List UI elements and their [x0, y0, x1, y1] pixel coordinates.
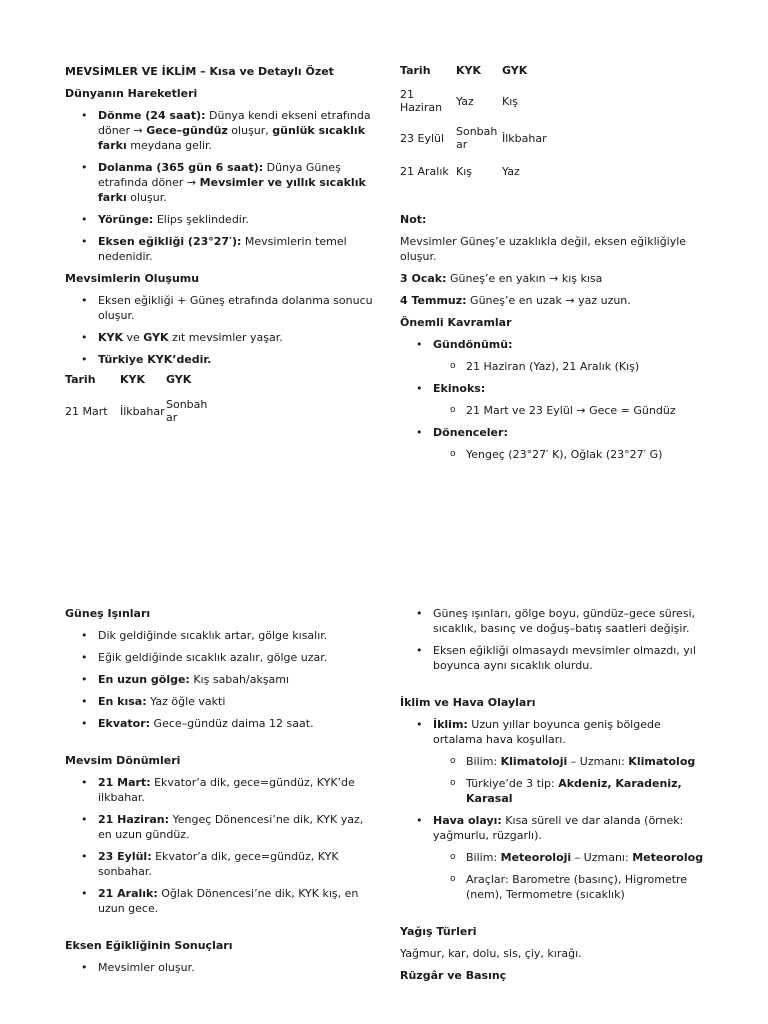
text: Mevsimlerin temel nedenidir.	[98, 235, 347, 263]
bold-text: Meteoroloji	[500, 851, 572, 864]
text: Dünya Güneş etrafında döner →	[98, 161, 341, 189]
sub-list	[400, 447, 710, 462]
list-item	[65, 849, 375, 879]
bold-text: Yörünge:	[98, 213, 154, 226]
bold-text: Akdeniz, Karadeniz, Karasal	[466, 777, 682, 805]
table-cell: İlkbahar	[120, 404, 165, 418]
bold-text: 21 Haziran:	[98, 813, 170, 826]
bold-text: 3 Ocak:	[400, 272, 447, 285]
bold-text: Dönme (24 saat):	[98, 109, 206, 122]
table-cell: 21 Haziran	[400, 88, 443, 114]
text: Eksen eğikliği + Güneş etrafında dolanma sonucu oluşur.	[98, 294, 373, 322]
movements-list	[65, 108, 375, 264]
sun-rays-heading: Güneş Işınları	[65, 607, 151, 620]
bold-text: Türkiye KYK’dedir.	[98, 353, 212, 366]
list-item	[65, 960, 375, 975]
text: Elips şeklindedir.	[153, 213, 249, 226]
seasons-heading: Mevsimlerin Oluşumu	[65, 272, 200, 285]
sub-list	[400, 850, 710, 902]
bold-text: GYK	[143, 331, 169, 344]
table-row	[400, 120, 552, 156]
season-turns-heading: Mevsim Dönümleri	[65, 754, 181, 767]
text: Gece–gündüz daima 12 saat.	[150, 717, 314, 730]
table-header: KYK	[456, 64, 482, 77]
climate-list	[400, 717, 710, 902]
table-header-row	[65, 373, 216, 391]
bold-text: 21 Aralık:	[98, 887, 158, 900]
text: Türkiye’de 3 tip:	[466, 777, 559, 790]
seasons-table-part1	[65, 373, 216, 431]
table-cell: Kış	[502, 94, 519, 108]
text: Bilim:	[466, 755, 501, 768]
sub-list-item	[400, 776, 710, 806]
text: Kısa süreli ve dar alanda (örnek: yağmurlu, rüzgarlı).	[433, 814, 684, 842]
bold-text: Klimatolog	[628, 755, 696, 768]
tilt-results-list	[65, 960, 375, 975]
text: – Uzmanı:	[571, 851, 633, 864]
list-item	[65, 886, 375, 916]
sub-list	[400, 359, 710, 374]
list-item	[400, 337, 710, 374]
bold-text: Eksen eğikliği (23°27′):	[98, 235, 242, 248]
sub-list-item: o 21 Mart ve 23 Eylül → Gece = Gündüz	[400, 403, 710, 418]
seasons-list	[65, 293, 375, 367]
table-header: GYK	[166, 373, 192, 386]
list-item	[400, 381, 710, 418]
table-row	[400, 82, 552, 120]
table-header: Tarih	[400, 64, 431, 77]
list-item	[65, 812, 375, 842]
top-right-column	[400, 64, 710, 462]
bold-text: Ekvator:	[98, 717, 151, 730]
list-item	[65, 694, 375, 709]
document-title-sub: – Kısa ve Detaylı Özet	[196, 65, 334, 78]
list-item	[65, 160, 375, 205]
bottom-left-column	[65, 606, 375, 975]
bold-text: En uzun gölge:	[98, 673, 190, 686]
note-line	[400, 293, 710, 308]
text: Kış sabah/akşamı	[189, 673, 290, 686]
text: Oğlak Dönencesi’ne dik, KYK kış, en uzun gece.	[98, 887, 359, 915]
table-row	[65, 391, 216, 431]
bold-text: Klimatoloji	[500, 755, 568, 768]
text: Mevsimler oluşur.	[98, 961, 195, 974]
bold-text: 23 Eylül:	[98, 850, 152, 863]
sub-list-item	[400, 754, 710, 769]
top-left-column	[65, 64, 375, 431]
seasons-table-part2	[400, 64, 552, 186]
text: Araçlar: Barometre (basınç), Higrometre (nem), Termometre (sıcaklık)	[466, 873, 688, 901]
bold-text: 21 Mart:	[98, 776, 151, 789]
list-item	[400, 606, 710, 636]
bold-text: Dolanma (365 gün 6 saat):	[98, 161, 264, 174]
sub-list	[400, 403, 710, 418]
concept-label: Dönenceler:	[433, 426, 508, 439]
bold-text: İklim:	[433, 718, 468, 731]
precipitation-heading: Yağış Türleri	[400, 925, 477, 938]
sub-list-item	[400, 850, 710, 865]
text: – Uzmanı:	[567, 755, 629, 768]
concepts-list	[400, 337, 710, 462]
table-header: GYK	[502, 64, 528, 77]
sun-rays-list	[65, 628, 375, 731]
list-item	[400, 717, 710, 806]
text: Dünya kendi ekseni etrafında döner →	[98, 109, 371, 137]
bottom-right-column	[400, 606, 710, 983]
bold-text: KYK	[98, 331, 124, 344]
table-row	[400, 156, 552, 186]
bold-text: Hava olayı:	[433, 814, 502, 827]
text: Eğik geldiğinde sıcaklık azalır, gölge uzar.	[98, 651, 328, 664]
list-item	[65, 672, 375, 687]
document-title-main: MEVSİMLER VE İKLİM	[65, 65, 197, 78]
table-header: Tarih	[65, 373, 96, 386]
concepts-heading: Önemli Kavramlar	[400, 316, 512, 329]
bold-text: En kısa:	[98, 695, 147, 708]
list-item	[400, 813, 710, 902]
table-cell: Yaz	[502, 164, 520, 178]
text: meydana gelir.	[126, 139, 213, 152]
text: Ekvator’a dik, gece=gündüz, KYK’de ilkbahar.	[98, 776, 355, 804]
precipitation-text: Yağmur, kar, dolu, sis, çiy, kırağı.	[400, 947, 582, 960]
list-item	[65, 293, 375, 323]
text: Uzun yıllar boyunca geniş bölgede ortalama hava koşulları.	[433, 718, 661, 746]
table-cell: 23 Eylül	[400, 131, 445, 145]
sub-list	[400, 754, 710, 806]
text: Bilim:	[466, 851, 501, 864]
table-cell: İlkbahar	[502, 131, 547, 145]
text: Ekvator’a dik, gece=gündüz, KYK sonbahar.	[98, 850, 339, 878]
list-item	[65, 716, 375, 731]
list-item	[65, 234, 375, 264]
bold-text: Mevsimler ve yıllık sıcaklık farkı	[98, 176, 366, 204]
text: ve	[123, 331, 144, 344]
note-text: Mevsimler Güneş’e uzaklıkla değil, eksen eğikliğiyle oluşur.	[400, 235, 687, 263]
text: Güneş’e en yakın → kış kısa	[446, 272, 603, 285]
list-item	[400, 643, 710, 673]
list-item	[65, 212, 375, 227]
table-cell: Yaz	[456, 94, 474, 108]
table-header-row	[400, 64, 552, 82]
concept-label: Ekinoks:	[433, 382, 486, 395]
table-cell: 21 Mart	[65, 404, 108, 418]
list-item-text	[433, 718, 661, 746]
movements-heading: Dünyanın Hareketleri	[65, 87, 198, 100]
tilt-results-heading: Eksen Eğikliğinin Sonuçları	[65, 939, 233, 952]
list-item	[65, 352, 375, 367]
list-item	[65, 330, 375, 345]
text: zıt mevsimler yaşar.	[168, 331, 283, 344]
text: Dik geldiğinde sıcaklık artar, gölge kısalır.	[98, 629, 328, 642]
text: Güneş ışınları, gölge boyu, gündüz–gece süresi, sıcaklık, basınç ve doğuş–batış saatleri değişir.	[433, 607, 696, 635]
text: oluşur.	[126, 191, 167, 204]
list-item-text	[433, 814, 683, 842]
list-item	[65, 650, 375, 665]
concept-label: Gündönümü:	[433, 338, 513, 351]
tilt-results-list-cont	[400, 606, 710, 673]
bold-text: Gece–gündüz	[146, 124, 228, 137]
sub-list-item: o Yengeç (23°27′ K), Oğlak (23°27′ G)	[400, 447, 710, 462]
table-cell: 21 Aralık	[400, 164, 449, 178]
document-title	[65, 64, 375, 79]
list-item	[65, 628, 375, 643]
table-cell: Sonbah ar	[166, 398, 208, 424]
sub-list-item: o 21 Haziran (Yaz), 21 Aralık (Kış)	[400, 359, 710, 374]
text: Yaz öğle vakti	[146, 695, 226, 708]
bold-text: 4 Temmuz:	[400, 294, 467, 307]
bold-text: günlük sıcaklık farkı	[98, 124, 366, 152]
list-item	[400, 425, 710, 462]
list-item	[65, 108, 375, 153]
table-cell: Kış	[456, 164, 473, 178]
wind-pressure-heading: Rüzgâr ve Basınç	[400, 969, 507, 982]
text: Yengeç Dönencesi’ne dik, KYK yaz, en uzun gündüz.	[98, 813, 364, 841]
text: Güneş’e en uzak → yaz uzun.	[466, 294, 631, 307]
text: Eksen eğikliği olmasaydı mevsimler olmazdı, yıl boyunca aynı sıcaklık olurdu.	[433, 644, 696, 672]
sub-list-item	[400, 872, 710, 902]
text: oluşur,	[227, 124, 273, 137]
table-header: KYK	[120, 373, 146, 386]
climate-heading: İklim ve Hava Olayları	[400, 696, 536, 709]
table-cell: Sonbah ar	[456, 125, 498, 151]
bold-text: Meteorolog	[632, 851, 704, 864]
list-item	[65, 775, 375, 805]
note-line	[400, 271, 710, 286]
season-turns-list	[65, 775, 375, 916]
note-heading: Not:	[400, 213, 427, 226]
